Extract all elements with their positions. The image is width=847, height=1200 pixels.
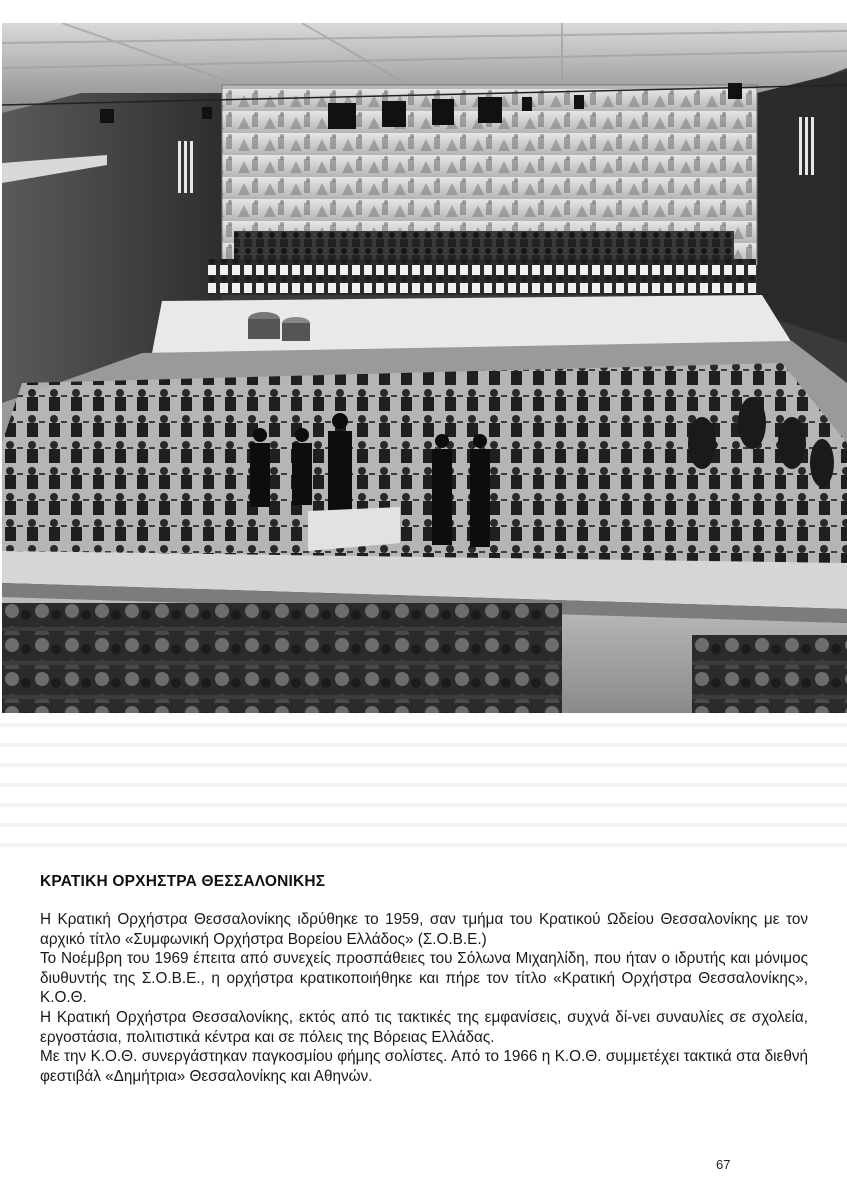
right-wall bbox=[757, 71, 847, 343]
article-heading: ΚΡΑΤΙΚΗ ΟΡΧΗΣΤΡΑ ΘΕΣΣΑΛΟΝΙΚΗΣ bbox=[40, 873, 326, 890]
orchestra-musicians bbox=[2, 363, 847, 563]
audience-left bbox=[2, 603, 562, 713]
paragraph-activities: Η Κρατική Ορχήστρα Θεσσαλονίκης, εκτός από τις τακτικές της εμφανίσεις, συχνά δί-νει συναυλίες σε σχολεία, εργοστάσια, πολιτιστικά κέντρα και σε πόλεις της Βόρειας Ελλάδας. bbox=[40, 1008, 808, 1046]
page-number: 67 bbox=[716, 1157, 731, 1172]
show-through-background bbox=[0, 713, 847, 863]
choir-back-rows bbox=[234, 231, 734, 259]
paragraph-founding: Η Κρατική Ορχήστρα Θεσσαλονίκης ιδρύθηκε το 1959, σαν τμήμα του Κρατικού Ωδείου Θεσσαλονίκης με τον αρχικό τίτλο «Συμφωνική Ορχήστρα Βορείου Ελλάδος» (Σ.Ο.Β.Ε.) bbox=[40, 911, 808, 948]
article-body bbox=[40, 910, 808, 1086]
paragraph-nationalisation: Το Νοέμβρη του 1969 έπειτα από συνεχείς προσπάθειες του Σόλωνα Μιχαηλίδη, που ήταν ο ιδρυτής και μόνιμος διυθυντής της Σ.Ο.Β.Ε., η ορχήστρα κρατικοποιήθηκε και πήρε τον τίτλο «Κρατική Ορχήστρα Θεσσαλονίκης», Κ.Ο.Θ. bbox=[40, 950, 808, 1007]
photo-illustration bbox=[2, 23, 847, 713]
orchestra-concert-photo bbox=[2, 23, 847, 713]
paragraph-soloists: Με την Κ.Ο.Θ. συνεργάστηκαν παγκοσμίου φήμης σολίστες. Από το 1966 η Κ.Ο.Θ. συμμετέχει τακτικά στα διεθνή φεστιβάλ «Δημήτρια» Θεσσαλονίκης και Αθηνών. bbox=[40, 1048, 808, 1085]
choir-front-rows bbox=[208, 259, 756, 295]
audience-right bbox=[692, 635, 847, 713]
